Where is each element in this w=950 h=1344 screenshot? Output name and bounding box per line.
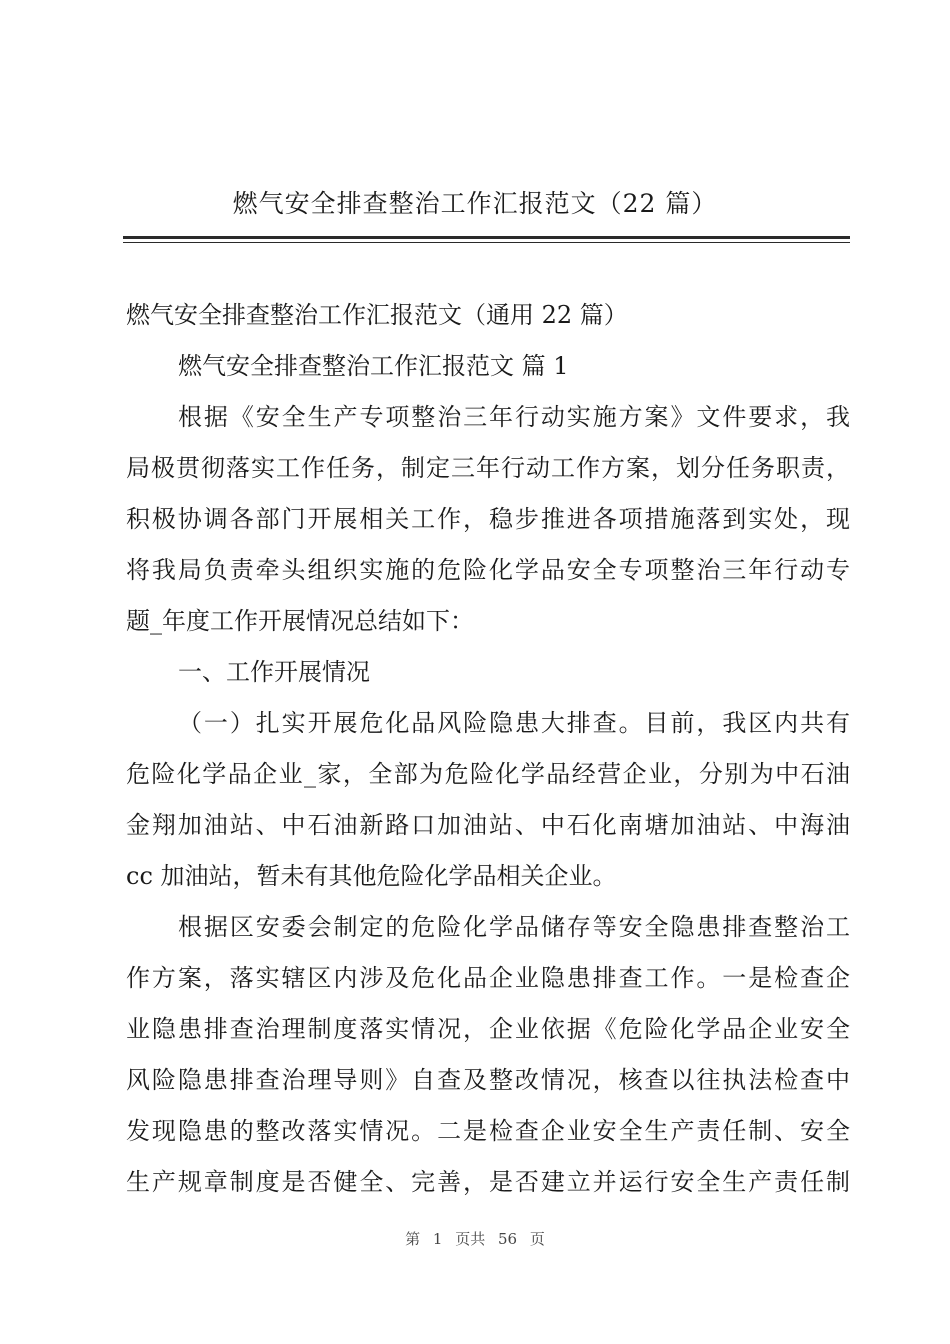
- section-heading: 一、工作开展情况: [178, 658, 370, 686]
- paragraph-line: 发现隐患的整改落实情况。二是检查企业安全生产责任制、安全: [126, 1117, 850, 1145]
- paragraph-line: 风险隐患排查治理导则》自查及整改情况，核查以往执法检查中: [126, 1066, 850, 1094]
- page-footer-number: 第 1 页共 56 页: [405, 1230, 545, 1248]
- document-body: [126, 290, 850, 1208]
- paragraph-line: 题_年度工作开展情况总结如下：: [126, 607, 474, 635]
- paragraph-line: cc 加油站，暂未有其他危险化学品相关企业。: [126, 862, 617, 890]
- paragraph-line: 业隐患排查治理制度落实情况，企业依据《危险化学品企业安全: [126, 1015, 850, 1043]
- paragraph-line: 根据《安全生产专项整治三年行动实施方案》文件要求，我: [178, 403, 850, 431]
- paragraph-line: 将我局负责牵头组织实施的危险化学品安全专项整治三年行动专: [126, 556, 850, 584]
- paragraph-line: （一）扎实开展危化品风险隐患大排查。目前，我区内共有: [178, 709, 850, 737]
- paragraph-line: 作方案，落实辖区内涉及危化品企业隐患排查工作。一是检查企: [126, 964, 850, 992]
- document-subtitle: 燃气安全排查整治工作汇报范文（通用 22 篇）: [126, 301, 628, 329]
- paragraph-line: 危险化学品企业_家，全部为危险化学品经营企业，分别为中石油: [126, 760, 850, 788]
- header-rule-thin: [123, 242, 850, 243]
- paragraph-line: 局极贯彻落实工作任务，制定三年行动工作方案，划分任务职责，: [126, 454, 850, 482]
- paragraph-line: 金翔加油站、中石油新路口加油站、中石化南塘加油站、中海油: [126, 811, 850, 839]
- paragraph-line: 根据区安委会制定的危险化学品储存等安全隐患排查整治工: [178, 913, 850, 941]
- paragraph-line: 积极协调各部门开展相关工作，稳步推进各项措施落到实处，现: [126, 505, 850, 533]
- page-header-title: 燃气安全排查整治工作汇报范文（22 篇）: [232, 189, 718, 218]
- header-rule-thick: [123, 236, 850, 239]
- paragraph-line: 生产规章制度是否健全、完善，是否建立并运行安全生产责任制: [126, 1168, 850, 1196]
- section-heading: 燃气安全排查整治工作汇报范文 篇 1: [178, 352, 569, 380]
